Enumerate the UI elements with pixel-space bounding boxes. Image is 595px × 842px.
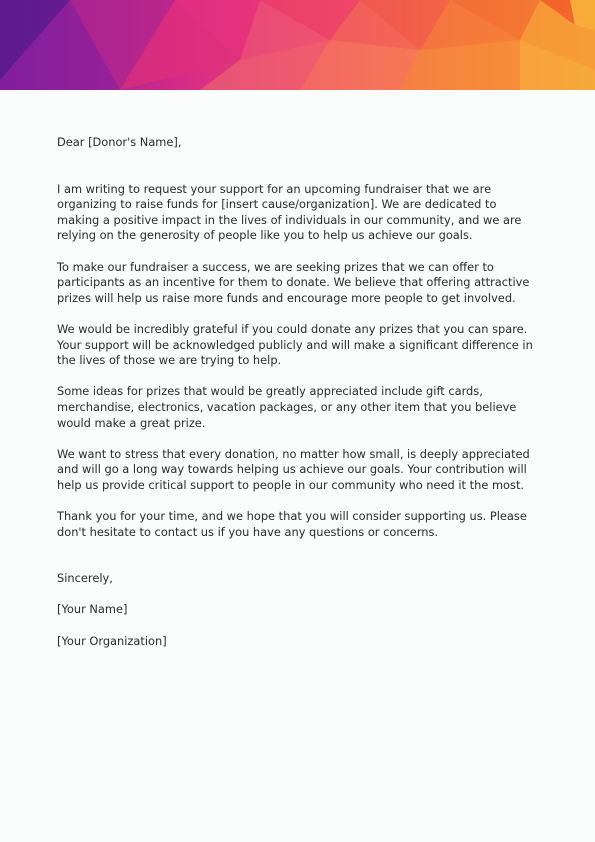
paragraph-intro: I am writing to request your support for an upcoming fundraiser that we are organizing to raise funds for [insert cause/organization]. We are dedicated to making a positive impact in the lives of individuals in our community, and we are relying on the generosity of people like you to help us achieve our goals.	[57, 181, 522, 243]
signature-name: [Your Name]	[57, 602, 128, 617]
paragraph-thank-you: Thank you for your time, and we hope that you will consider supporting us. Please don't hesitate to contact us if you have any questions or concerns.	[57, 509, 527, 539]
paragraph-prizes-request: To make our fundraiser a success, we are seeking prizes that we can offer to participants as an incentive for them to donate. We believe that offering attractive prizes will help us raise more funds and encourage more people to get involved.	[57, 259, 530, 305]
closing: Sincerely,	[57, 571, 113, 586]
letter-body	[57, 135, 539, 665]
signature-organization: [Your Organization]	[57, 633, 167, 648]
paragraph-every-donation: We want to stress that every donation, no matter how small, is deeply appreciated and will go a long way towards helping us achieve our goals. Your contribution will help us provide critical support to people in our community who need it the most.	[57, 446, 530, 492]
paragraph-prize-ideas: Some ideas for prizes that would be greatly appreciated include gift cards, merchandise, electronics, vacation packages, or any other item that you believe would make a great prize.	[57, 384, 517, 430]
paragraph-gratitude: We would be incredibly grateful if you could donate any prizes that you can spare. Your support will be acknowledged publicly and will make a significant difference in the lives of those we are trying to help.	[57, 321, 533, 368]
decorative-header-banner	[0, 0, 595, 90]
salutation: Dear [Donor's Name],	[57, 135, 182, 149]
